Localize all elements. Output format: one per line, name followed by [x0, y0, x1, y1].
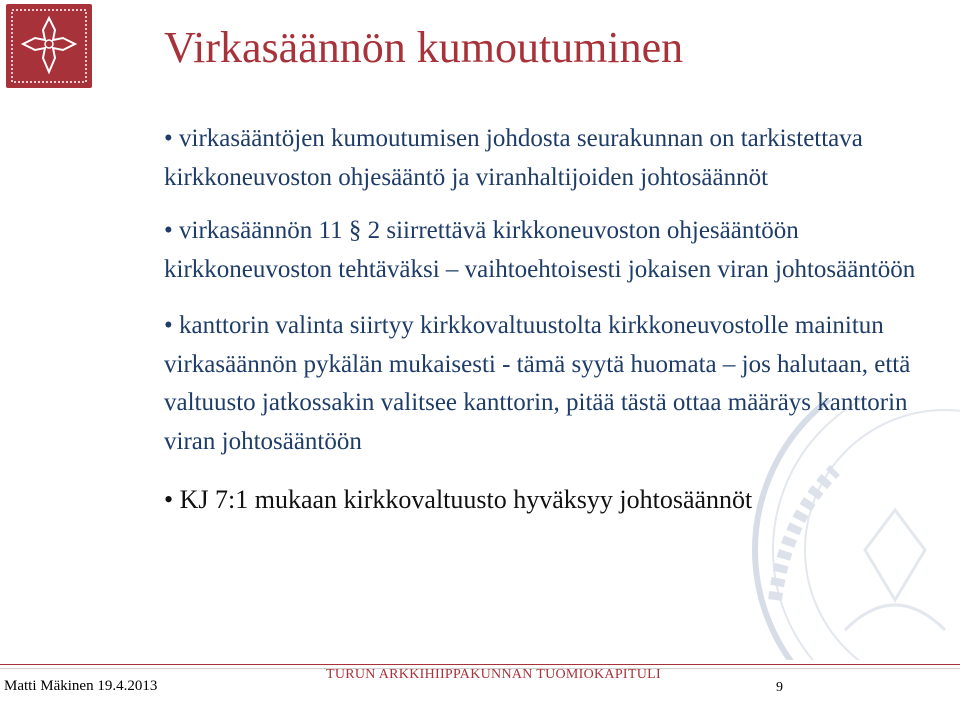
bullet-text: kanttorin valinta siirtyy kirkkovaltuustolta kirkkoneuvostolle mainitun virkasäännön pykälän mukaisesti - tämä syytä huomata – jos halutaan, että valtuusto jatkossakin valitsee kanttorin, pitää tästä ottaa määräys kanttorin viran johtosääntöön — [164, 312, 911, 455]
bullet-marker: • — [164, 217, 173, 244]
footer-divider — [0, 664, 960, 665]
footer-author-date: Matti Mäkinen 19.4.2013 — [4, 678, 158, 694]
bullet-item — [164, 481, 924, 520]
cross-emblem-graphic — [6, 4, 92, 88]
bullet-item — [164, 120, 924, 197]
bullet-item — [164, 212, 924, 289]
bullet-marker: • — [164, 485, 174, 514]
footer-organization: TURUN ARKKIHIIPPAKUNNAN TUOMIOKAPITULI — [326, 667, 661, 682]
bullet-text: KJ 7:1 mukaan kirkkovaltuusto hyväksyy johtosäännöt — [179, 485, 753, 514]
bullet-text: virkasäännön 11 § 2 siirrettävä kirkkoneuvoston ohjesääntöön kirkkoneuvoston tehtäväksi – vaihtoehtoisesti jokaisen viran johtosääntöön — [164, 217, 916, 283]
bullet-item — [164, 307, 924, 461]
bullet-list — [164, 120, 924, 535]
bullet-text: virkasääntöjen kumoutumisen johdosta seurakunnan on tarkistettava kirkkoneuvoston ohjesääntö ja viranhaltijoiden johtosäännöt — [164, 125, 863, 191]
bullet-marker: • — [164, 312, 173, 339]
bullet-marker: • — [164, 125, 173, 152]
page-title: Virkasäännön kumoutuminen — [164, 23, 684, 72]
cross-emblem-icon — [6, 4, 92, 88]
page-number: 9 — [776, 680, 783, 695]
